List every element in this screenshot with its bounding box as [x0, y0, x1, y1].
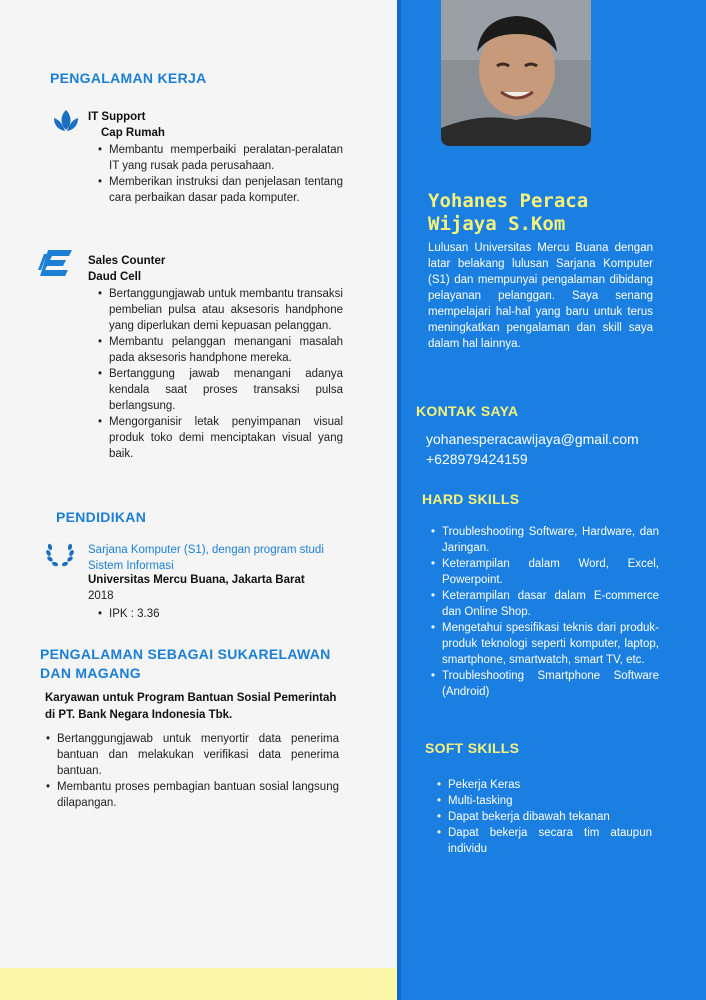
job-2-duties	[95, 286, 343, 462]
list-item: • Mengorganisir letak penyimpanan visual produk toko demi menciptakan visual yang baik.	[95, 414, 343, 462]
volunteer-section-title: PENGALAMAN SEBAGAI SUKARELAWAN DAN MAGANG	[40, 646, 331, 681]
list-item: • Bertanggungjawab untuk membantu transaksi pembelian pulsa atau aksesoris handphone yang diperlukan demi kepuasan pelanggan.	[95, 286, 343, 334]
soft-skills-list	[434, 777, 652, 857]
list-item: • Keterampilan dasar dalam E-commerce dan Online Shop.	[428, 588, 659, 620]
list-item: • Mengetahui spesifikasi teknis dari produk-produk teknologi seperti komputer, laptop, smartphone, smartwatch, smart TV, etc.	[428, 620, 659, 668]
job-1-title: IT Support	[88, 111, 146, 123]
job-2-title: Sales Counter	[88, 255, 166, 267]
job-1-duties	[95, 142, 343, 206]
list-item: • Troubleshooting Software, Hardware, dan Jaringan.	[428, 524, 659, 556]
profile-name: Yohanes Peraca Wijaya S.Kom	[428, 190, 589, 235]
laurel-wreath-icon	[44, 541, 76, 569]
volunteer-role: Karyawan untuk Program Bantuan Sosial Pemerintah di PT. Bank Negara Indonesia Tbk.	[45, 692, 337, 721]
list-item: • Multi-tasking	[434, 793, 652, 809]
hard-skills-list	[428, 524, 659, 700]
profile-summary: Lulusan Universitas Mercu Buana dengan latar belakang lulusan Sarjana Komputer (S1) dan mempunyai pengalaman dibidang pelayanan pelanggan. Saya senang mempelajari hal-hal yang baru untuk terus meningkatkan pengalaman dan skill saya dalam hal lainnya.	[428, 242, 653, 350]
volunteer-duties	[43, 731, 339, 811]
contact-section-title: KONTAK SAYA	[416, 403, 519, 419]
soft-skills-title: SOFT SKILLS	[425, 740, 520, 756]
company-logo-e-icon	[38, 248, 74, 278]
education-details	[95, 606, 295, 622]
profile-portrait-illustration	[441, 0, 591, 146]
list-item: • Bertanggung jawab menangani adanya kendala saat proses transaksi pulsa berlangsung.	[95, 366, 343, 414]
job-1-company: Cap Rumah	[101, 127, 165, 139]
profile-photo	[441, 0, 591, 146]
hard-skills-title: HARD SKILLS	[422, 491, 520, 507]
contact-phone[interactable]: +628979424159	[426, 451, 528, 467]
job-2-company: Daud Cell	[88, 271, 142, 283]
panel-divider	[397, 0, 401, 1000]
list-item: • Pekerja Keras	[434, 777, 652, 793]
bottom-accent-strip	[0, 968, 397, 1000]
list-item: • Memberikan instruksi dan penjelasan tentang cara perbaikan dasar pada komputer.	[95, 174, 343, 206]
contact-email[interactable]: yohanesperacawijaya@gmail.com	[426, 431, 639, 447]
list-item: • Membantu memperbaiki peralatan-peralatan IT yang rusak pada perusahaan.	[95, 142, 343, 174]
work-section-title: PENGALAMAN KERJA	[50, 70, 207, 86]
education-school: Universitas Mercu Buana, Jakarta Barat	[88, 574, 305, 586]
list-item: • Troubleshooting Smartphone Software (Android)	[428, 668, 659, 700]
education-year: 2018	[88, 590, 114, 602]
education-degree: Sarjana Komputer (S1), dengan program studi Sistem Informasi	[88, 544, 324, 572]
list-item: • Membantu proses pembagian bantuan sosial langsung dilapangan.	[43, 779, 339, 811]
list-item: • Bertanggungjawab untuk menyortir data penerima bantuan dan melakukan verifikasi data penerima bantuan.	[43, 731, 339, 779]
list-item: • Membantu pelanggan menangani masalah pada aksesoris handphone mereka.	[95, 334, 343, 366]
education-section-title: PENDIDIKAN	[56, 509, 147, 525]
list-item: • Keterampilan dalam Word, Excel, Powerpoint.	[428, 556, 659, 588]
lotus-logo-icon	[50, 108, 82, 136]
list-item: • Dapat bekerja dibawah tekanan	[434, 809, 652, 825]
list-item: • Dapat bekerja secara tim ataupun individu	[434, 825, 652, 857]
list-item: • IPK : 3.36	[95, 606, 295, 622]
